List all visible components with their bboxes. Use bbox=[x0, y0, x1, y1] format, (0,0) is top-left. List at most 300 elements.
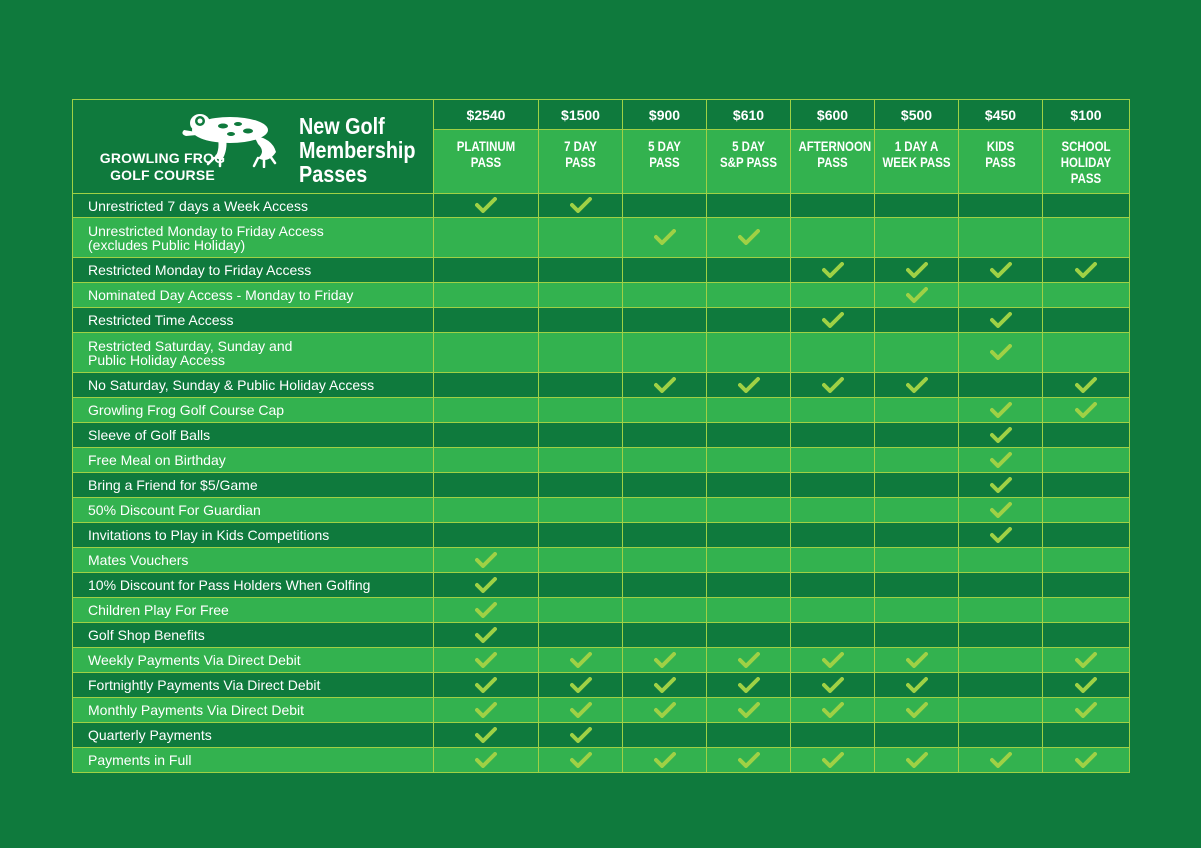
check-cell bbox=[623, 283, 707, 308]
brand-header bbox=[73, 100, 434, 194]
check-cell bbox=[623, 258, 707, 283]
pass-name-cell bbox=[875, 130, 959, 194]
check-cell bbox=[707, 548, 791, 573]
pass-name-cell bbox=[434, 130, 539, 194]
check-cell bbox=[791, 573, 875, 598]
checkmark-icon bbox=[822, 702, 844, 718]
check-cell bbox=[791, 258, 875, 283]
checkmark-icon bbox=[990, 452, 1012, 468]
check-cell bbox=[959, 448, 1043, 473]
feature-row bbox=[73, 194, 1130, 218]
checkmark-icon bbox=[990, 502, 1012, 518]
check-cell bbox=[623, 194, 707, 218]
check-cell bbox=[623, 548, 707, 573]
check-cell bbox=[791, 548, 875, 573]
check-cell bbox=[959, 218, 1043, 258]
check-cell bbox=[959, 423, 1043, 448]
check-cell bbox=[1043, 698, 1130, 723]
check-cell bbox=[959, 373, 1043, 398]
feature-label: Quarterly Payments bbox=[73, 723, 434, 748]
checkmark-icon bbox=[475, 552, 497, 568]
checkmark-icon bbox=[475, 602, 497, 618]
check-cell bbox=[959, 698, 1043, 723]
check-cell bbox=[1043, 473, 1130, 498]
check-cell bbox=[434, 598, 539, 623]
check-cell bbox=[875, 333, 959, 373]
check-cell bbox=[959, 548, 1043, 573]
checkmark-icon bbox=[990, 527, 1012, 543]
checkmark-icon bbox=[570, 677, 592, 693]
check-cell bbox=[434, 218, 539, 258]
feature-row bbox=[73, 423, 1130, 448]
check-cell bbox=[539, 523, 623, 548]
check-cell bbox=[959, 648, 1043, 673]
checkmark-icon bbox=[1075, 702, 1097, 718]
check-cell bbox=[1043, 398, 1130, 423]
checkmark-icon bbox=[570, 752, 592, 768]
check-cell bbox=[875, 623, 959, 648]
check-cell bbox=[875, 573, 959, 598]
checkmark-icon bbox=[990, 262, 1012, 278]
feature-row bbox=[73, 283, 1130, 308]
feature-label: Fortnightly Payments Via Direct Debit bbox=[73, 673, 434, 698]
pass-price: $1500 bbox=[539, 100, 623, 130]
checkmark-icon bbox=[990, 477, 1012, 493]
check-cell bbox=[434, 573, 539, 598]
check-cell bbox=[623, 218, 707, 258]
checkmark-icon bbox=[654, 377, 676, 393]
check-cell bbox=[623, 673, 707, 698]
check-cell bbox=[875, 748, 959, 773]
check-cell bbox=[1043, 423, 1130, 448]
check-cell bbox=[1043, 748, 1130, 773]
pass-name: 1 DAY A WEEK PASS bbox=[882, 138, 951, 171]
check-cell bbox=[959, 333, 1043, 373]
check-cell bbox=[707, 648, 791, 673]
checkmark-icon bbox=[1075, 652, 1097, 668]
check-cell bbox=[959, 673, 1043, 698]
check-cell bbox=[875, 373, 959, 398]
check-cell bbox=[707, 598, 791, 623]
feature-label: Growling Frog Golf Course Cap bbox=[73, 398, 434, 423]
feature-row bbox=[73, 258, 1130, 283]
pass-name: AFTERNOON PASS bbox=[798, 138, 872, 171]
check-cell bbox=[539, 373, 623, 398]
check-cell bbox=[707, 573, 791, 598]
check-cell bbox=[959, 308, 1043, 333]
check-cell bbox=[707, 258, 791, 283]
check-cell bbox=[791, 448, 875, 473]
checkmark-icon bbox=[475, 727, 497, 743]
check-cell bbox=[623, 523, 707, 548]
check-cell bbox=[875, 498, 959, 523]
check-cell bbox=[791, 423, 875, 448]
check-cell bbox=[623, 723, 707, 748]
check-cell bbox=[791, 398, 875, 423]
check-cell bbox=[791, 473, 875, 498]
check-cell bbox=[623, 748, 707, 773]
checkmark-icon bbox=[906, 262, 928, 278]
check-cell bbox=[434, 548, 539, 573]
check-cell bbox=[539, 333, 623, 373]
check-cell bbox=[539, 308, 623, 333]
feature-row bbox=[73, 748, 1130, 773]
checkmark-icon bbox=[822, 262, 844, 278]
checkmark-icon bbox=[475, 752, 497, 768]
check-cell bbox=[623, 648, 707, 673]
checkmark-icon bbox=[1075, 377, 1097, 393]
checkmark-icon bbox=[906, 752, 928, 768]
check-cell bbox=[959, 573, 1043, 598]
feature-label: Mates Vouchers bbox=[73, 548, 434, 573]
checkmark-icon bbox=[654, 652, 676, 668]
check-cell bbox=[1043, 333, 1130, 373]
checkmark-icon bbox=[906, 287, 928, 303]
check-cell bbox=[1043, 523, 1130, 548]
checkmark-icon bbox=[906, 377, 928, 393]
check-cell bbox=[434, 423, 539, 448]
checkmark-icon bbox=[1075, 752, 1097, 768]
checkmark-icon bbox=[475, 677, 497, 693]
checkmark-icon bbox=[475, 702, 497, 718]
check-cell bbox=[875, 548, 959, 573]
check-cell bbox=[707, 498, 791, 523]
feature-row bbox=[73, 523, 1130, 548]
check-cell bbox=[1043, 623, 1130, 648]
check-cell bbox=[959, 283, 1043, 308]
check-cell bbox=[875, 523, 959, 548]
checkmark-icon bbox=[738, 702, 760, 718]
check-cell bbox=[539, 473, 623, 498]
check-cell bbox=[959, 623, 1043, 648]
pass-name: 7 DAY PASS bbox=[564, 138, 597, 171]
feature-label: Unrestricted Monday to Friday Access (excludes Public Holiday) bbox=[73, 218, 434, 258]
check-cell bbox=[1043, 648, 1130, 673]
checkmark-icon bbox=[822, 312, 844, 328]
check-cell bbox=[623, 573, 707, 598]
check-cell bbox=[623, 698, 707, 723]
feature-label: Nominated Day Access - Monday to Friday bbox=[73, 283, 434, 308]
check-cell bbox=[434, 258, 539, 283]
check-cell bbox=[539, 448, 623, 473]
feature-label: Children Play For Free bbox=[73, 598, 434, 623]
checkmark-icon bbox=[738, 652, 760, 668]
checkmark-icon bbox=[990, 402, 1012, 418]
check-cell bbox=[791, 698, 875, 723]
pass-name-cell bbox=[791, 130, 875, 194]
document-title: New Golf Membership Passes bbox=[299, 113, 416, 187]
check-cell bbox=[791, 523, 875, 548]
pass-price: $500 bbox=[875, 100, 959, 130]
feature-row bbox=[73, 473, 1130, 498]
check-cell bbox=[539, 648, 623, 673]
check-cell bbox=[875, 648, 959, 673]
checkmark-icon bbox=[738, 229, 760, 245]
checkmark-icon bbox=[570, 702, 592, 718]
pass-name: KIDS PASS bbox=[985, 138, 1016, 171]
check-cell bbox=[707, 723, 791, 748]
checkmark-icon bbox=[990, 312, 1012, 328]
checkmark-icon bbox=[475, 652, 497, 668]
check-cell bbox=[1043, 218, 1130, 258]
check-cell bbox=[791, 598, 875, 623]
check-cell bbox=[875, 398, 959, 423]
check-cell bbox=[791, 673, 875, 698]
checkmark-icon bbox=[570, 727, 592, 743]
check-cell bbox=[623, 498, 707, 523]
check-cell bbox=[707, 523, 791, 548]
checkmark-icon bbox=[1075, 402, 1097, 418]
checkmark-icon bbox=[654, 752, 676, 768]
checkmark-icon bbox=[738, 677, 760, 693]
check-cell bbox=[791, 283, 875, 308]
check-cell bbox=[875, 423, 959, 448]
pass-price: $610 bbox=[707, 100, 791, 130]
checkmark-icon bbox=[1075, 262, 1097, 278]
feature-row bbox=[73, 598, 1130, 623]
feature-row bbox=[73, 498, 1130, 523]
check-cell bbox=[707, 473, 791, 498]
check-cell bbox=[707, 748, 791, 773]
check-cell bbox=[539, 673, 623, 698]
checkmark-icon bbox=[654, 702, 676, 718]
feature-label: Free Meal on Birthday bbox=[73, 448, 434, 473]
check-cell bbox=[1043, 258, 1130, 283]
checkmark-icon bbox=[1075, 677, 1097, 693]
checkmark-icon bbox=[822, 677, 844, 693]
feature-row bbox=[73, 623, 1130, 648]
check-cell bbox=[1043, 448, 1130, 473]
check-cell bbox=[791, 648, 875, 673]
check-cell bbox=[1043, 283, 1130, 308]
check-cell bbox=[791, 373, 875, 398]
check-cell bbox=[434, 448, 539, 473]
pass-name-cell bbox=[1043, 130, 1130, 194]
check-cell bbox=[434, 373, 539, 398]
check-cell bbox=[539, 398, 623, 423]
check-cell bbox=[707, 283, 791, 308]
checkmark-icon bbox=[990, 752, 1012, 768]
pass-name: 5 DAY S&P PASS bbox=[719, 138, 777, 171]
check-cell bbox=[875, 723, 959, 748]
checkmark-icon bbox=[475, 197, 497, 213]
pass-name-cell bbox=[959, 130, 1043, 194]
brand-name: GROWLING FROG GOLF COURSE bbox=[99, 150, 226, 183]
check-cell bbox=[875, 598, 959, 623]
check-cell bbox=[1043, 573, 1130, 598]
check-cell bbox=[539, 548, 623, 573]
check-cell bbox=[434, 698, 539, 723]
feature-label: Invitations to Play in Kids Competitions bbox=[73, 523, 434, 548]
check-cell bbox=[1043, 598, 1130, 623]
checkmark-icon bbox=[822, 752, 844, 768]
feature-row bbox=[73, 548, 1130, 573]
check-cell bbox=[791, 333, 875, 373]
check-cell bbox=[1043, 498, 1130, 523]
check-cell bbox=[434, 523, 539, 548]
check-cell bbox=[875, 473, 959, 498]
check-cell bbox=[623, 473, 707, 498]
check-cell bbox=[791, 308, 875, 333]
check-cell bbox=[623, 398, 707, 423]
check-cell bbox=[707, 308, 791, 333]
checkmark-icon bbox=[906, 652, 928, 668]
check-cell bbox=[434, 623, 539, 648]
check-cell bbox=[434, 648, 539, 673]
check-cell bbox=[875, 698, 959, 723]
check-cell bbox=[434, 283, 539, 308]
check-cell bbox=[623, 448, 707, 473]
check-cell bbox=[434, 194, 539, 218]
checkmark-icon bbox=[822, 652, 844, 668]
feature-label: Golf Shop Benefits bbox=[73, 623, 434, 648]
feature-row bbox=[73, 218, 1130, 258]
check-cell bbox=[875, 448, 959, 473]
pass-price: $450 bbox=[959, 100, 1043, 130]
check-cell bbox=[539, 283, 623, 308]
check-cell bbox=[875, 283, 959, 308]
check-cell bbox=[707, 448, 791, 473]
pass-name: 5 DAY PASS bbox=[648, 138, 681, 171]
feature-label: Restricted Monday to Friday Access bbox=[73, 258, 434, 283]
checkmark-icon bbox=[475, 577, 497, 593]
check-cell bbox=[791, 218, 875, 258]
checkmark-icon bbox=[654, 229, 676, 245]
check-cell bbox=[539, 598, 623, 623]
pass-name: PLATINUM PASS bbox=[456, 138, 516, 171]
feature-label: Monthly Payments Via Direct Debit bbox=[73, 698, 434, 723]
pass-name: SCHOOL HOLIDAY PASS bbox=[1060, 138, 1112, 187]
feature-label: No Saturday, Sunday & Public Holiday Access bbox=[73, 373, 434, 398]
check-cell bbox=[791, 748, 875, 773]
checkmark-icon bbox=[990, 344, 1012, 360]
pass-name-cell bbox=[707, 130, 791, 194]
feature-label: Bring a Friend for $5/Game bbox=[73, 473, 434, 498]
check-cell bbox=[434, 473, 539, 498]
check-cell bbox=[1043, 194, 1130, 218]
check-cell bbox=[434, 723, 539, 748]
check-cell bbox=[539, 498, 623, 523]
check-cell bbox=[707, 623, 791, 648]
check-cell bbox=[707, 423, 791, 448]
feature-row bbox=[73, 573, 1130, 598]
pass-name-cell bbox=[539, 130, 623, 194]
checkmark-icon bbox=[906, 702, 928, 718]
check-cell bbox=[539, 573, 623, 598]
feature-row bbox=[73, 448, 1130, 473]
check-cell bbox=[959, 523, 1043, 548]
check-cell bbox=[791, 498, 875, 523]
check-cell bbox=[623, 373, 707, 398]
check-cell bbox=[875, 258, 959, 283]
check-cell bbox=[1043, 723, 1130, 748]
check-cell bbox=[707, 398, 791, 423]
feature-label: Payments in Full bbox=[73, 748, 434, 773]
check-cell bbox=[434, 333, 539, 373]
check-cell bbox=[1043, 548, 1130, 573]
check-cell bbox=[875, 673, 959, 698]
feature-row bbox=[73, 723, 1130, 748]
feature-label: Unrestricted 7 days a Week Access bbox=[73, 194, 434, 218]
check-cell bbox=[623, 423, 707, 448]
check-cell bbox=[434, 748, 539, 773]
feature-label: Sleeve of Golf Balls bbox=[73, 423, 434, 448]
feature-label: Weekly Payments Via Direct Debit bbox=[73, 648, 434, 673]
membership-table bbox=[72, 99, 1130, 773]
check-cell bbox=[959, 598, 1043, 623]
check-cell bbox=[434, 498, 539, 523]
check-cell bbox=[959, 498, 1043, 523]
check-cell bbox=[1043, 373, 1130, 398]
check-cell bbox=[623, 308, 707, 333]
check-cell bbox=[959, 473, 1043, 498]
feature-row bbox=[73, 673, 1130, 698]
check-cell bbox=[434, 398, 539, 423]
check-cell bbox=[959, 398, 1043, 423]
pass-price: $900 bbox=[623, 100, 707, 130]
check-cell bbox=[539, 623, 623, 648]
check-cell bbox=[707, 194, 791, 218]
feature-row bbox=[73, 308, 1130, 333]
feature-label: 50% Discount For Guardian bbox=[73, 498, 434, 523]
check-cell bbox=[707, 333, 791, 373]
pass-price: $600 bbox=[791, 100, 875, 130]
check-cell bbox=[623, 333, 707, 373]
check-cell bbox=[959, 258, 1043, 283]
check-cell bbox=[875, 218, 959, 258]
checkmark-icon bbox=[570, 197, 592, 213]
check-cell bbox=[959, 748, 1043, 773]
check-cell bbox=[791, 723, 875, 748]
check-cell bbox=[707, 698, 791, 723]
check-cell bbox=[1043, 673, 1130, 698]
pass-name-cell bbox=[623, 130, 707, 194]
check-cell bbox=[791, 194, 875, 218]
feature-row bbox=[73, 373, 1130, 398]
check-cell bbox=[623, 623, 707, 648]
feature-label: 10% Discount for Pass Holders When Golfing bbox=[73, 573, 434, 598]
check-cell bbox=[539, 194, 623, 218]
check-cell bbox=[875, 194, 959, 218]
checkmark-icon bbox=[570, 652, 592, 668]
check-cell bbox=[707, 218, 791, 258]
pass-price: $2540 bbox=[434, 100, 539, 130]
check-cell bbox=[539, 423, 623, 448]
check-cell bbox=[959, 194, 1043, 218]
feature-row bbox=[73, 333, 1130, 373]
check-cell bbox=[623, 598, 707, 623]
check-cell bbox=[707, 373, 791, 398]
checkmark-icon bbox=[906, 677, 928, 693]
checkmark-icon bbox=[654, 677, 676, 693]
feature-row bbox=[73, 398, 1130, 423]
feature-label: Restricted Time Access bbox=[73, 308, 434, 333]
check-cell bbox=[539, 258, 623, 283]
checkmark-icon bbox=[990, 427, 1012, 443]
check-cell bbox=[539, 748, 623, 773]
check-cell bbox=[434, 308, 539, 333]
check-cell bbox=[539, 218, 623, 258]
check-cell bbox=[434, 673, 539, 698]
check-cell bbox=[707, 673, 791, 698]
feature-label: Restricted Saturday, Sunday and Public Holiday Access bbox=[73, 333, 434, 373]
check-cell bbox=[1043, 308, 1130, 333]
check-cell bbox=[539, 723, 623, 748]
feature-row bbox=[73, 648, 1130, 673]
checkmark-icon bbox=[738, 377, 760, 393]
check-cell bbox=[875, 308, 959, 333]
check-cell bbox=[539, 698, 623, 723]
